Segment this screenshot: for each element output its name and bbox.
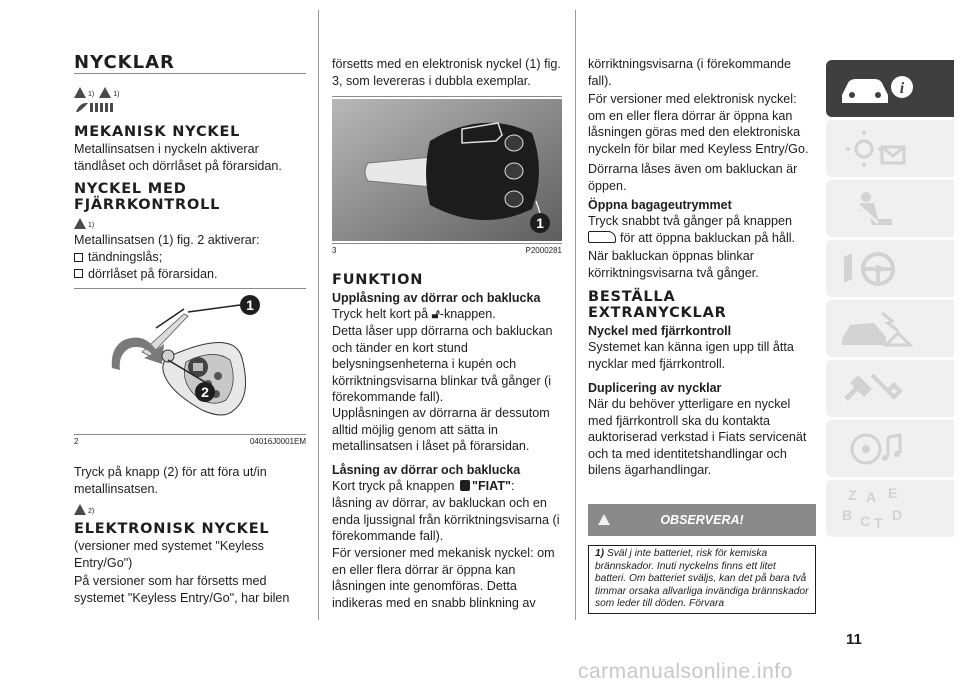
duplicate-text: När du behöver ytterligare en nyckel med fjärrkontroll ska du kontakta auktoriserad verkstad i Fiats servicenät och ta med identitetshandlingar och bilens ägarhandlingar.	[588, 397, 807, 477]
warning-triangle-icon	[99, 87, 111, 98]
warning-number: 1)	[595, 548, 605, 559]
figure-top-rule	[74, 288, 306, 289]
tab-car-info[interactable]	[826, 60, 954, 117]
section-electronic-key-title: ELEKTRONISK NYCKEL	[74, 521, 270, 537]
figure-top-rule	[332, 96, 562, 97]
warning-lights-icon	[838, 129, 918, 169]
multimedia-icon	[838, 429, 918, 469]
callout-text: 2	[201, 384, 209, 400]
figure-code: 04016J0001EM	[249, 437, 306, 446]
steering-wheel-icon	[838, 249, 918, 289]
figure-number: 3	[332, 246, 337, 255]
unlock-text-2: Detta låser upp dörrarna och bakluckan och tänder en kort stund belysningsenheterna i kupén och körriktningsvisarna blinkar två gånger (i förekommande fall).	[332, 324, 553, 404]
page-number: 11	[846, 631, 862, 648]
unlock-text-3: Upplåsningen av dörrarna är dessutom alltid möjlig genom att sätta in metallinsatsen i låset på förarsidan.	[332, 406, 550, 453]
duplicate-heading: Duplicering av nycklar	[588, 381, 722, 395]
section-order-keys-title: BESTÄLLA EXTRANYCKLAR	[588, 289, 727, 321]
electronic-key-note: (versioner med systemet "Keyless Entry/Go")	[74, 539, 264, 570]
open-trunk-heading: Öppna bagageutrymmet	[588, 198, 732, 212]
chapter-tabs	[826, 60, 956, 540]
watermark: carmanualsonline.info	[578, 660, 793, 683]
tab-maintenance[interactable]	[826, 360, 954, 417]
callout-text: 1	[246, 297, 254, 313]
environment-icon	[74, 100, 116, 114]
warning-triangle-icon	[74, 87, 86, 98]
warning-title: OBSERVERA!	[660, 513, 744, 527]
tab-warning-lights[interactable]	[826, 120, 954, 177]
section-remote-key-title: NYCKEL MED FJÄRRKONTROLL	[74, 181, 221, 213]
svg-text:i: i	[899, 79, 905, 97]
warning-triangle-icon	[74, 218, 86, 229]
key-button-text: Tryck på knapp (2) för att föra ut/in metallinsatsen.	[74, 465, 267, 496]
trunk-text-2: för att öppna bakluckan på håll.	[588, 230, 816, 247]
car-info-icon	[838, 69, 918, 109]
lock-button-icon	[460, 480, 470, 491]
warning-text: Sväl j inte batteriet, risk för kemiska brännskador. Inuti nyckelns finns ett litet batteri. Om batteriet sväljs, kan det på bara två timmar orsaka allvarliga invändiga brännskador som leder till döden. Förvara	[595, 548, 809, 609]
remote-key-text: Metallinsatsen (1) fig. 2 aktiverar:	[74, 233, 260, 247]
lock-text-2: låsning av dörrar, av bakluckan och en enda ljussignal från körriktningsvisarna (i förekommande fall).	[332, 496, 560, 543]
title-rule	[74, 73, 306, 74]
list-item: tändningslås;	[74, 249, 218, 266]
bullet-box-icon	[74, 253, 83, 262]
trunk-open-lock-text: Dörrarna låses även om bakluckan är öppen.	[588, 162, 798, 193]
bullet-list	[74, 249, 218, 282]
bullet-box-icon	[74, 269, 83, 278]
column-divider	[575, 10, 576, 620]
electronic-key-figure	[332, 99, 562, 241]
lock-text-3: För versioner med mekanisk nyckel: om en eller flera dörrar är öppna kan låsningen inte genomföras. Detta indikeras med en snabb blinkning av	[332, 546, 555, 610]
column-divider	[318, 10, 319, 620]
remote-key-heading: Nyckel med fjärrkontroll	[588, 324, 732, 338]
maintenance-tools-icon	[838, 369, 918, 409]
warning-triangle-icon	[598, 514, 610, 525]
figure-caption	[332, 244, 562, 255]
section-function-title: FUNKTION	[332, 272, 424, 288]
warning-box	[588, 545, 816, 614]
callout-text: 1	[536, 215, 544, 231]
tab-driving[interactable]	[826, 240, 954, 297]
tab-safety[interactable]	[826, 180, 954, 237]
electronic-key-continued: försetts med en elektronisk nyckel (1) fig. 3, som levereras i dubbla exemplar.	[332, 57, 561, 88]
unlock-button-icon: 🔓︎	[431, 307, 440, 321]
warning-triangle-icon	[74, 504, 86, 515]
warning-refs: 1) 1)	[74, 84, 119, 98]
unlock-text-1: Tryck helt kort på 🔓︎-knappen.	[332, 307, 496, 321]
electronic-key-text: På versioner som har försetts med systemet "Keyless Entry/Go", har bilen	[74, 574, 290, 605]
trunk-text-1: Tryck snabbt två gånger på knappen	[588, 214, 792, 228]
tab-emergency[interactable]	[826, 300, 954, 357]
figure-caption	[74, 435, 306, 446]
trunk-button-icon	[588, 231, 616, 243]
figure-number: 2	[74, 437, 79, 446]
seat-safety-icon	[838, 189, 918, 229]
lock-heading: Låsning av dörrar och baklucka	[332, 463, 521, 477]
key-fob-figure	[84, 292, 299, 432]
tab-index[interactable]	[826, 480, 954, 537]
unlock-heading: Upplåsning av dörrar och baklucka	[332, 291, 541, 305]
section-mechanical-key-title: MEKANISK NYCKEL	[74, 124, 241, 140]
trunk-text-3: När bakluckan öppnas blinkar körriktningsvisarna två gånger.	[588, 249, 759, 280]
index-letters-icon: Z A E B C T D	[842, 484, 903, 531]
mechanical-key-text: Metallinsatsen i nyckeln aktiverar tändlåset och dörrlåset på förarsidan.	[74, 142, 282, 173]
page-title: NYCKLAR	[74, 52, 175, 73]
figure-code: P2000281	[525, 246, 562, 255]
lock-text-continued: körriktningsvisarna (i förekommande fall).	[588, 57, 791, 88]
remote-key-warning: 1)	[74, 215, 94, 229]
warning-banner	[588, 504, 816, 536]
tab-multimedia[interactable]	[826, 420, 954, 477]
remote-key-count-text: Systemet kan känna igen upp till åtta nycklar med fjärrkontroll.	[588, 340, 794, 371]
electronic-lock-text: För versioner med elektronisk nyckel: om en eller flera dörrar är öppna kan låsningen göras med den elektroniska nyckeln för bilar med Keyless Entry/Go.	[588, 92, 809, 156]
lock-text-1: Kort tryck på knappen "FIAT":	[332, 479, 515, 493]
car-crash-icon	[838, 309, 918, 349]
list-item: dörrlåset på förarsidan.	[74, 266, 218, 283]
key-button-warning: 2)	[74, 501, 94, 515]
